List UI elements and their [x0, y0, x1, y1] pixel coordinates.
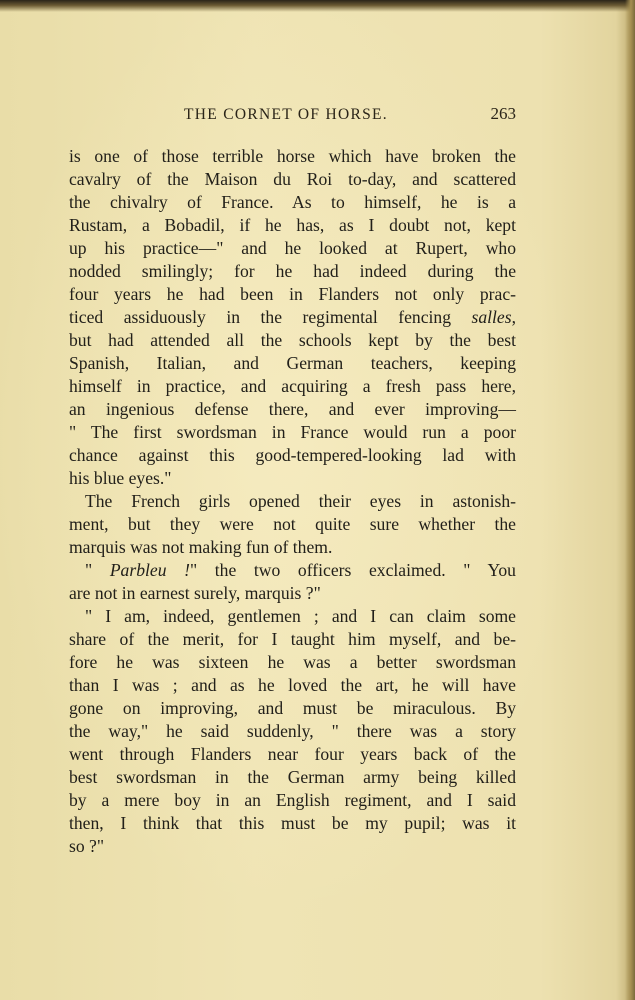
running-title: THE CORNET OF HORSE.: [184, 106, 388, 123]
text-line: fore he was sixteen he was a better swordsman: [69, 652, 516, 672]
text-line: four years he had been in Flanders not only prac-: [69, 284, 516, 304]
text-line: Rustam, a Bobadil, if he has, as I doubt not, kept: [69, 215, 516, 235]
text-segment: ,: [511, 307, 516, 327]
italic-word-salles: salles: [471, 307, 512, 327]
text-line: Spanish, Italian, and German teachers, keeping: [69, 353, 516, 373]
text-line: his blue eyes.": [69, 468, 172, 488]
page-header: [68, 104, 518, 130]
text-line: gone on improving, and must be miraculous. By: [69, 698, 516, 718]
text-line: are not in earnest surely, marquis ?": [69, 583, 321, 603]
text-line: went through Flanders near four years back of the: [69, 744, 516, 764]
italic-word-parbleu: Parbleu !: [109, 560, 190, 580]
body-text: [69, 145, 516, 858]
text-line: up his practice—" and he looked at Rupert, who: [69, 238, 516, 258]
text-segment: " the two officers exclaimed. " You: [189, 560, 516, 580]
text-line: an ingenious defense there, and ever improving—: [69, 399, 516, 419]
page-top-edge: [0, 0, 635, 12]
text-line: is one of those terrible horse which have broken the: [69, 146, 516, 166]
text-line: then, I think that this must be my pupil; was it: [69, 813, 516, 833]
text-line: [69, 306, 516, 329]
text-line: nodded smilingly; for he had indeed during the: [69, 261, 516, 281]
text-line: so ?": [69, 836, 105, 856]
text-line: cavalry of the Maison du Roi to-day, and scattered: [69, 169, 516, 189]
text-segment: ": [85, 560, 110, 580]
text-line: " I am, indeed, gentlemen ; and I can claim some: [85, 606, 516, 626]
text-line: best swordsman in the German army being killed: [69, 767, 516, 787]
text-line: chance against this good-tempered-looking lad with: [69, 445, 516, 465]
text-line: than I was ; and as he loved the art, he will have: [69, 675, 516, 695]
page-number: 263: [490, 104, 516, 123]
text-segment: ticed assiduously in the regimental fencing: [69, 307, 472, 327]
text-line: marquis was not making fun of them.: [69, 537, 333, 557]
text-line: himself in practice, and acquiring a fresh pass here,: [69, 376, 516, 396]
text-line: the chivalry of France. As to himself, he is a: [69, 192, 516, 212]
text-line: by a mere boy in an English regiment, and I said: [69, 790, 516, 810]
text-line: [69, 559, 516, 582]
text-line: ment, but they were not quite sure whether the: [69, 514, 516, 534]
text-line: the way," he said suddenly, " there was a story: [69, 721, 516, 741]
text-line: but had attended all the schools kept by the best: [69, 330, 516, 350]
text-line: The French girls opened their eyes in astonish-: [85, 491, 516, 511]
text-line: share of the merit, for I taught him myself, and be-: [69, 629, 516, 649]
page-right-edge: [625, 0, 635, 1000]
text-line: " The first swordsman in France would run a poor: [69, 422, 516, 442]
